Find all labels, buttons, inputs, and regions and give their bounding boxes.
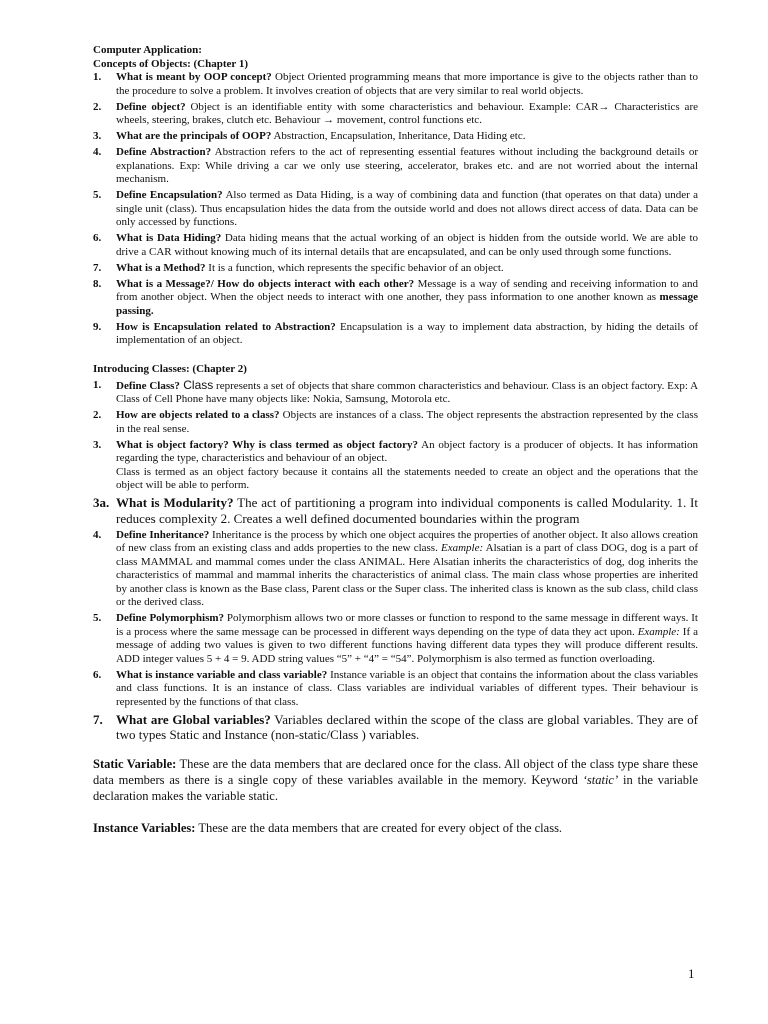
list-item: 3a. What is Modularity? The act of partitioning a program into individual components is called Modularity. 1. It reduces complexity 2. Creates a well defined documented boundaries within the program <box>93 495 698 526</box>
chapter2-list <box>93 379 698 743</box>
list-item: 1. What is meant by OOP concept? Object Oriented programming means that more importance is give to the objects rather than to the procedure to solve a problem. It involves creation of objects that are very similar to real world objects. <box>93 71 698 97</box>
list-item: 7. What are Global variables? Variables declared within the scope of the class are global variables. They are of two types Static and Instance (non-static/Class ) variables. <box>93 711 698 742</box>
instance-variables-paragraph: Instance Variables: These are the data members that are created for every object of the class. <box>93 820 563 835</box>
list-item: 3. What is object factory? Why is class termed as object factory? An object factory is a producer of objects. It has information regarding the type, characteristics and behaviour of an object. Class is termed as an object factory because it contains all the statements needed to create an object and the operations that the object will be able to perform. <box>93 438 699 491</box>
chapter1-heading: Concepts of Objects: (Chapter 1) <box>93 57 248 70</box>
list-item: 2. How are objects related to a class? Objects are instances of a class. The object represents the abstraction represented by the class in the real sense. <box>93 409 698 435</box>
doc-title: Computer Application: <box>93 44 202 56</box>
list-item: 9. How is Encapsulation related to Abstraction? Encapsulation is a way to implement data abstraction, by hiding the details of implementation of an object. <box>93 320 698 346</box>
list-item: 5. Define Polymorphism? Polymorphism allows two or more classes or function to respond to the same message in different ways. It is a process where the same message can be processed in different ways depending on the type of data they act upon. Example: If a message of adding two values is given to two different functions having different data types they will produce different results. ADD integer values 5 + 4 = 9. ADD string values “5” + “4” = “54”. Polymorphism is also termed as function overloading. <box>93 612 698 665</box>
list-item: 6. What is Data Hiding? Data hiding means that the actual working of an object is hidden from the outside world. We are able to drive a CAR without knowing much of its internal details that are encapsulated, and can be only used through some functions. <box>93 232 698 258</box>
static-variable-paragraph: Static Variable: These are the data members that are declared once for the class. All object of the class type share these data members as there is a single copy of these variables available in the memory. Keyword ‘static’ in the variable declaration makes the variable static. <box>93 756 698 803</box>
list-item: 4. Define Inheritance? Inheritance is the process by which one object acquires the properties of another object. It also allows creation of new class from an existing class and adds properties to the new class. Example: Alsatian is a part of class DOG, dog is a part of class MAMMAL and mammal comes under the class ANIMAL. Here Alsatian inherits the characteristics of dog, dog inherits the characteristics of mammal and mammal inherits the characteristics of animal class. The main class whose properties are inherited by another class is known as the Base class, Parent class or the Super class. The inherited class is known as the sub class, child class or the derived class. <box>93 528 698 608</box>
page-number: 1 <box>688 966 695 981</box>
list-item: 7. What is a Method? It is a function, which represents the specific behavior of an object. <box>93 261 504 274</box>
list-item: 8. What is a Message?/ How do objects interact with each other? Message is a way of sending and receiving information to and from another object. When the object needs to interact with one another, they pass information to one another known as message passing. <box>93 277 698 317</box>
chapter1-list <box>93 71 698 348</box>
list-item: 2. Define object? Object is an identifiable entity with some characteristics and behaviour. Example: CAR→ Characteristics are wheels, steering, brakes, clutch etc. Behaviour → movement, control functions etc. <box>93 100 698 126</box>
list-item: 6. What is instance variable and class variable? Instance variable is an object that contains the information about the class variables and class functions. It is an instance of class. Class variables are individual variables of different types. Their behaviour is represented by the functions of that class. <box>93 668 699 708</box>
list-item: 1. Define Class? Class represents a set of objects that share common characteristics and behaviour. Class is an object factory. Exp: A Class of Cell Phone have many objects like: Nokia, Samsung, Motorola etc. <box>93 377 699 405</box>
chapter2-heading: Introducing Classes: (Chapter 2) <box>93 362 247 375</box>
document-page <box>93 44 698 836</box>
list-item: 5. Define Encapsulation? Also termed as Data Hiding, is a way of combining data and function (that operates on that data) under a single unit (class). Thus encapsulation hides the data from the outside world and does not allows direct access of data. Data can be only accessed by functions. <box>93 189 698 228</box>
list-item: 4. Define Abstraction? Abstraction refers to the act of representing essential features without including the background details or explanations. Exp: While driving a car we only use steering, accelerator, brakes etc. and are not worried about the internal mechanism. <box>93 146 698 185</box>
list-item: 3. What are the principals of OOP? Abstraction, Encapsulation, Inheritance, Data Hiding etc. <box>93 130 526 142</box>
